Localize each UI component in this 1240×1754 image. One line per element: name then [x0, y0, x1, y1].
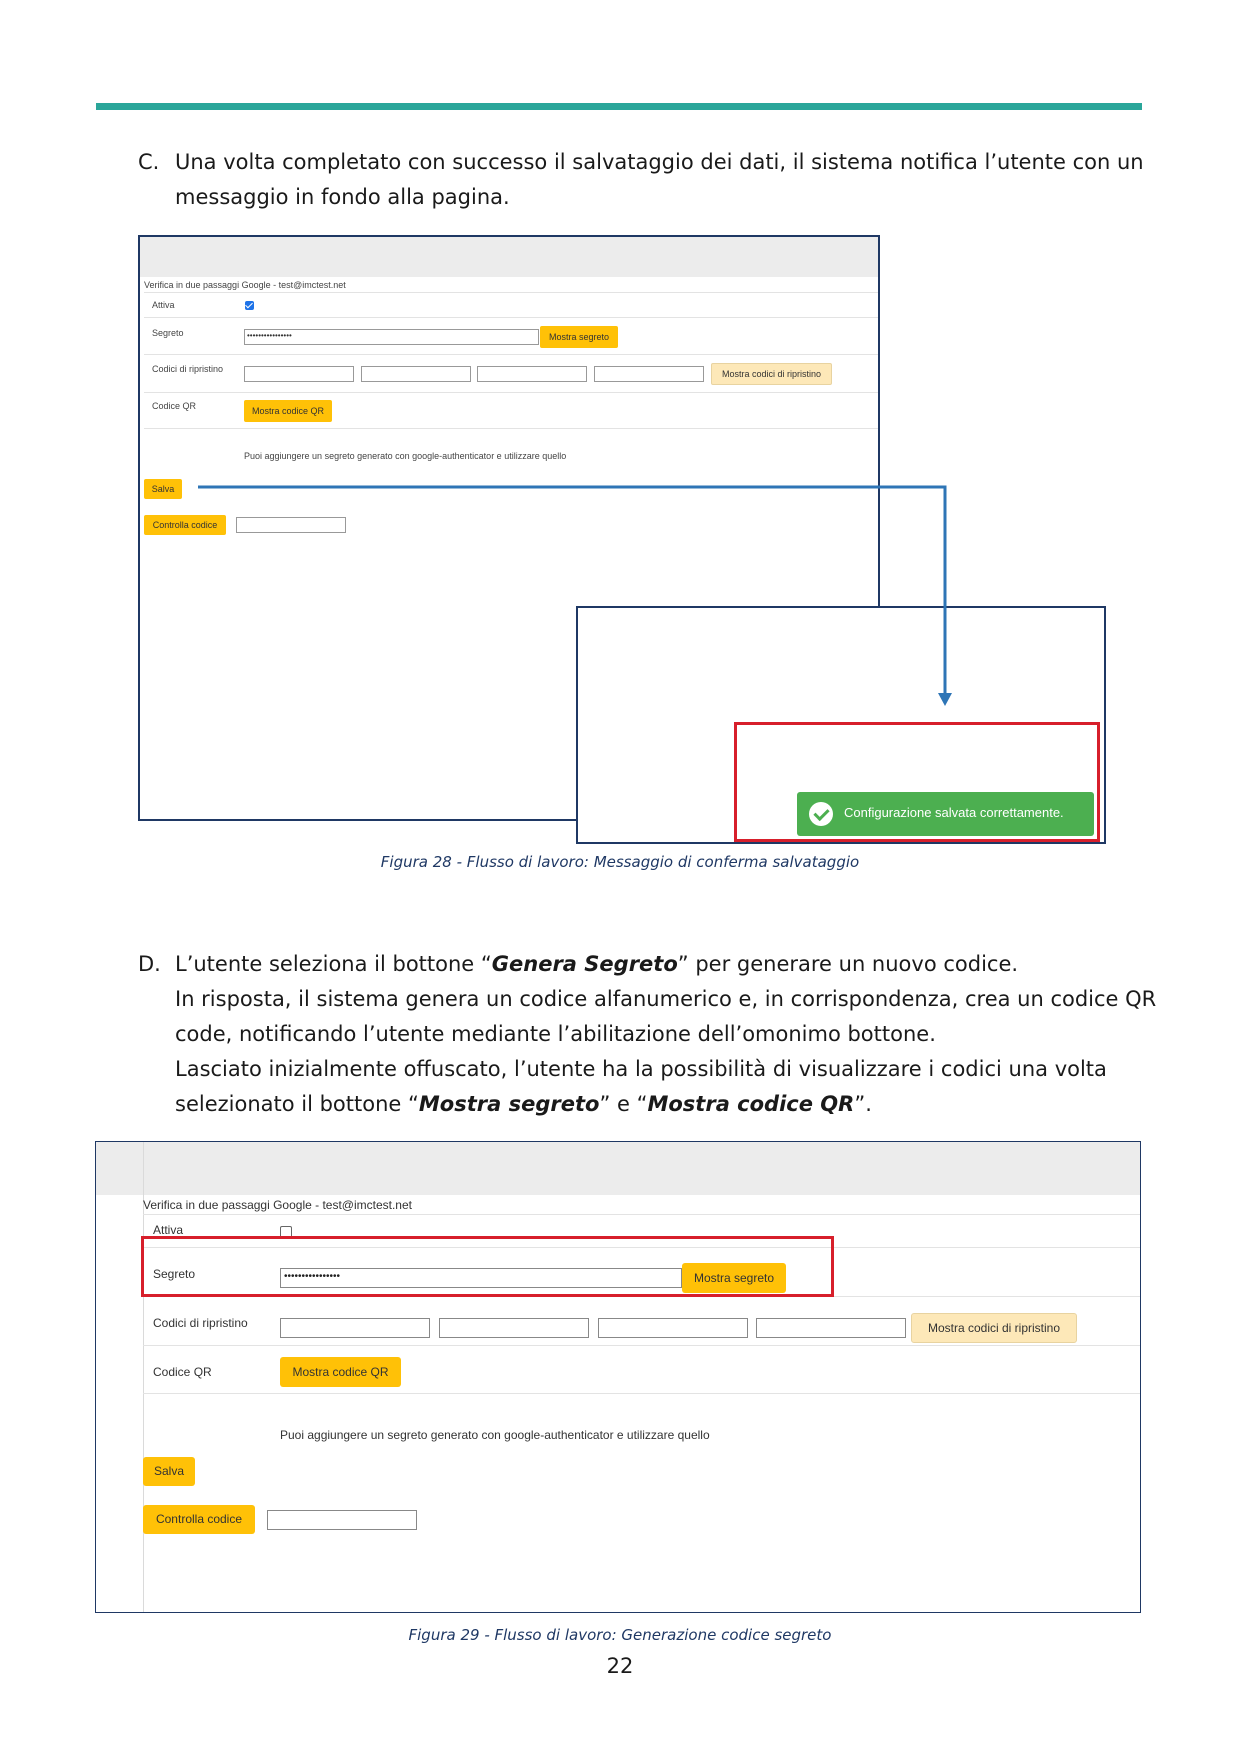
- controlla-codice-button[interactable]: Controlla codice: [143, 1505, 255, 1534]
- hint-text: Puoi aggiungere un segreto generato con google-authenticator e utilizzare quello: [280, 1428, 710, 1442]
- mostra-codice-qr-button[interactable]: Mostra codice QR: [280, 1357, 401, 1387]
- hint-text: Puoi aggiungere un segreto generato con google-authenticator e utilizzare quello: [244, 451, 567, 461]
- row-divider: [144, 317, 878, 318]
- codice-ripristino-input-2[interactable]: [361, 366, 471, 382]
- codice-ripristino-input-4[interactable]: [756, 1318, 906, 1338]
- row-divider: [144, 292, 878, 293]
- controlla-codice-input[interactable]: [267, 1510, 417, 1530]
- row-divider: [144, 392, 878, 393]
- paragraph-line: messaggio in fondo alla pagina.: [175, 185, 510, 209]
- codice-ripristino-input-2[interactable]: [439, 1318, 589, 1338]
- salva-button[interactable]: Salva: [144, 479, 182, 499]
- sidebar-divider: [143, 1142, 144, 1612]
- codice-ripristino-input-1[interactable]: [244, 366, 354, 382]
- arrow-connector: [195, 480, 965, 712]
- paragraph-c: [138, 145, 1144, 220]
- mostra-codici-button[interactable]: Mostra codici di ripristino: [911, 1313, 1077, 1343]
- paragraph-line: L’utente seleziona il bottone “Genera Segreto” per generare un nuovo codice.: [175, 952, 1019, 976]
- figure-28-caption: Figura 28 - Flusso di lavoro: Messaggio di conferma salvataggio: [380, 853, 860, 871]
- mostra-codice-qr-button[interactable]: Mostra codice QR: [244, 400, 332, 422]
- codice-qr-label: Codice QR: [152, 401, 197, 411]
- codice-ripristino-input-4[interactable]: [594, 366, 704, 382]
- check-circle-icon: [809, 802, 833, 826]
- paragraph-line: In risposta, il sistema genera un codice alfanumerico e, in corrispondenza, crea un codice QR: [175, 987, 1157, 1011]
- figure-29-caption: Figura 29 - Flusso di lavoro: Generazione codice segreto: [408, 1626, 832, 1644]
- highlight-box: [141, 1236, 834, 1297]
- arrow-line: [198, 487, 945, 695]
- success-toast: [797, 792, 1094, 836]
- paragraph-d: [138, 947, 1157, 1127]
- mostra-segreto-button[interactable]: Mostra segreto: [682, 1263, 786, 1293]
- paragraph-line: Lasciato inizialmente offuscato, l’utente ha la possibilità di visualizzare i codici una volta: [175, 1057, 1107, 1081]
- page-number: 22: [606, 1654, 634, 1678]
- controlla-codice-button[interactable]: Controlla codice: [144, 515, 226, 535]
- attiva-checkbox[interactable]: [245, 301, 254, 310]
- form-header-bar: [96, 1142, 1140, 1195]
- segreto-input[interactable]: ••••••••••••••••: [244, 329, 539, 345]
- form-title: Verifica in due passaggi Google - test@imctest.net: [143, 1198, 412, 1212]
- row-divider: [144, 428, 878, 429]
- figure-29-screenshot: [95, 1141, 1141, 1613]
- paragraph-line: selezionato il bottone “Mostra segreto” e “Mostra codice QR”.: [175, 1092, 872, 1116]
- mostra-segreto-button[interactable]: Mostra segreto: [540, 326, 618, 348]
- codice-ripristino-input-1[interactable]: [280, 1318, 430, 1338]
- segreto-label: Segreto: [152, 328, 184, 338]
- codice-ripristino-input-3[interactable]: [598, 1318, 748, 1338]
- row-divider: [143, 1393, 1140, 1394]
- row-divider: [144, 354, 878, 355]
- arrow-head-icon: [938, 693, 952, 706]
- header-rule: [96, 103, 1142, 110]
- attiva-label: Attiva: [152, 300, 175, 310]
- codici-label: Codici di ripristino: [153, 1316, 248, 1330]
- paragraph-line: code, notificando l’utente mediante l’abilitazione dell’omonimo bottone.: [175, 1022, 936, 1046]
- row-divider: [143, 1345, 1140, 1346]
- codice-qr-label: Codice QR: [153, 1365, 212, 1379]
- toast-message: Configurazione salvata correttamente.: [844, 805, 1064, 820]
- list-letter: D.: [138, 952, 161, 976]
- form-header-bar: [140, 237, 878, 277]
- segreto-label: Segreto: [153, 1267, 196, 1281]
- form-title: Verifica in due passaggi Google - test@imctest.net: [144, 280, 346, 290]
- mostra-codici-button[interactable]: Mostra codici di ripristino: [711, 363, 832, 385]
- salva-button[interactable]: Salva: [143, 1457, 195, 1486]
- list-letter: C.: [138, 150, 160, 174]
- codice-ripristino-input-3[interactable]: [477, 366, 587, 382]
- codici-label: Codici di ripristino: [152, 364, 224, 374]
- attiva-label: Attiva: [153, 1223, 184, 1237]
- paragraph-line: Una volta completato con successo il salvataggio dei dati, il sistema notifica l’utente con un: [175, 150, 1144, 174]
- row-divider: [143, 1214, 1140, 1215]
- segreto-input[interactable]: ••••••••••••••••: [280, 1268, 682, 1288]
